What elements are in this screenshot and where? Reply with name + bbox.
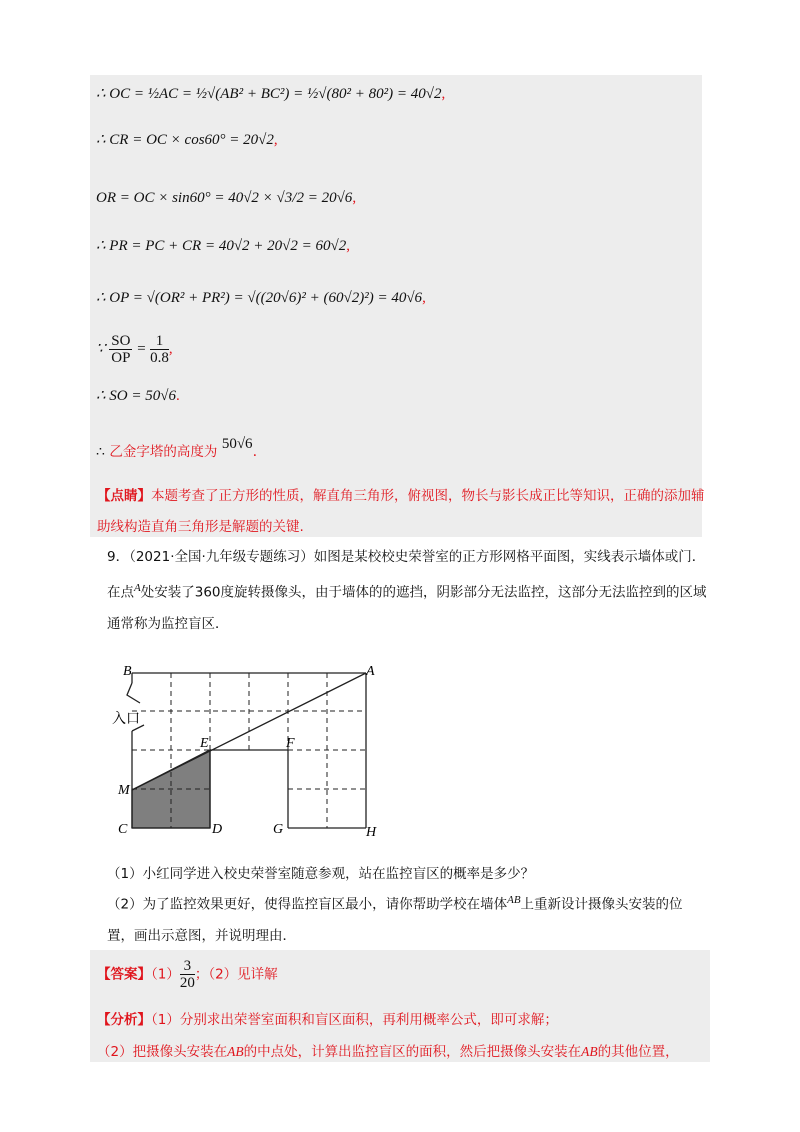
- label-m: M: [118, 783, 130, 798]
- floor-plan-figure: [100, 655, 390, 845]
- equation-cr: ∴ CR = OC × cos60° = 20√2,: [96, 132, 278, 148]
- label-e: E: [200, 736, 209, 751]
- equation-pr: ∴ PR = PC + CR = 40√2 + 20√2 = 60√2,: [96, 238, 351, 254]
- analysis-line-1: 【分析】（1）分别求出荣誉室面积和盲区面积，再利用概率公式，即可求解；: [97, 1012, 558, 1028]
- question-1: （1）小红同学进入校史荣誉室随意参观，站在监控盲区的概率是多少？: [107, 866, 535, 882]
- label-f: F: [286, 736, 295, 751]
- equation-oc: ∴ OC = ½AC = ½√(AB² + BC²) = ½√(80² + 80²) = 40√2,: [96, 86, 446, 102]
- equation-so: ∴ SO = 50√6.: [96, 388, 180, 404]
- conclusion: ∴ 乙金字塔的高度为 50√6.: [96, 436, 258, 460]
- label-b: B: [123, 664, 132, 679]
- answer-line: 【答案】（1） $\frac{3}{20}$ ；（2）见详解: [97, 958, 278, 991]
- label-g: G: [273, 822, 284, 837]
- label-a: A: [366, 664, 375, 679]
- label-h: H: [366, 825, 377, 840]
- label-entrance: 入口: [112, 711, 140, 727]
- equation-op: ∴ OP = √(OR² + PR²) = √((20√6)² + (60√2)²) = 40√6,: [96, 290, 426, 306]
- problem-statement: 9．（2021·全国·九年级专题练习）如图是某校校史荣誉室的正方形网格平面图，实线表示墙体或门．在点$^A$处安装了360度旋转摄像头，由于墙体的的遮挡，阴影部分无法监控，这部分无法监控到的区域通常称为监控盲区．: [107, 549, 707, 632]
- dianjing-paragraph: 【点睛】本题考查了正方形的性质，解直角三角形，俯视图，物长与影长成正比等知识，正确的添加辅助线构造直角三角形是解题的关键.: [97, 488, 705, 535]
- equation-ratio: ∵ $\frac{SO}{OP}$ = $\frac{1}{0.8}$ ,: [96, 333, 173, 366]
- label-d: D: [212, 822, 223, 837]
- analysis-line-2: （2）把摄像头安装在AB的中点处，计算出监控盲区的面积，然后把摄像头安装在AB的其他位置，: [97, 1044, 679, 1060]
- equation-or: OR = OC × sin60° = 40√2 × √3/2 = 20√6,: [96, 190, 357, 206]
- question-2: （2）为了监控效果更好，使得监控盲区最小，请你帮助学校在墙体$^{AB}$上重新设计摄像头安装的位置，画出示意图，并说明理由．: [107, 894, 683, 944]
- label-c: C: [118, 822, 128, 837]
